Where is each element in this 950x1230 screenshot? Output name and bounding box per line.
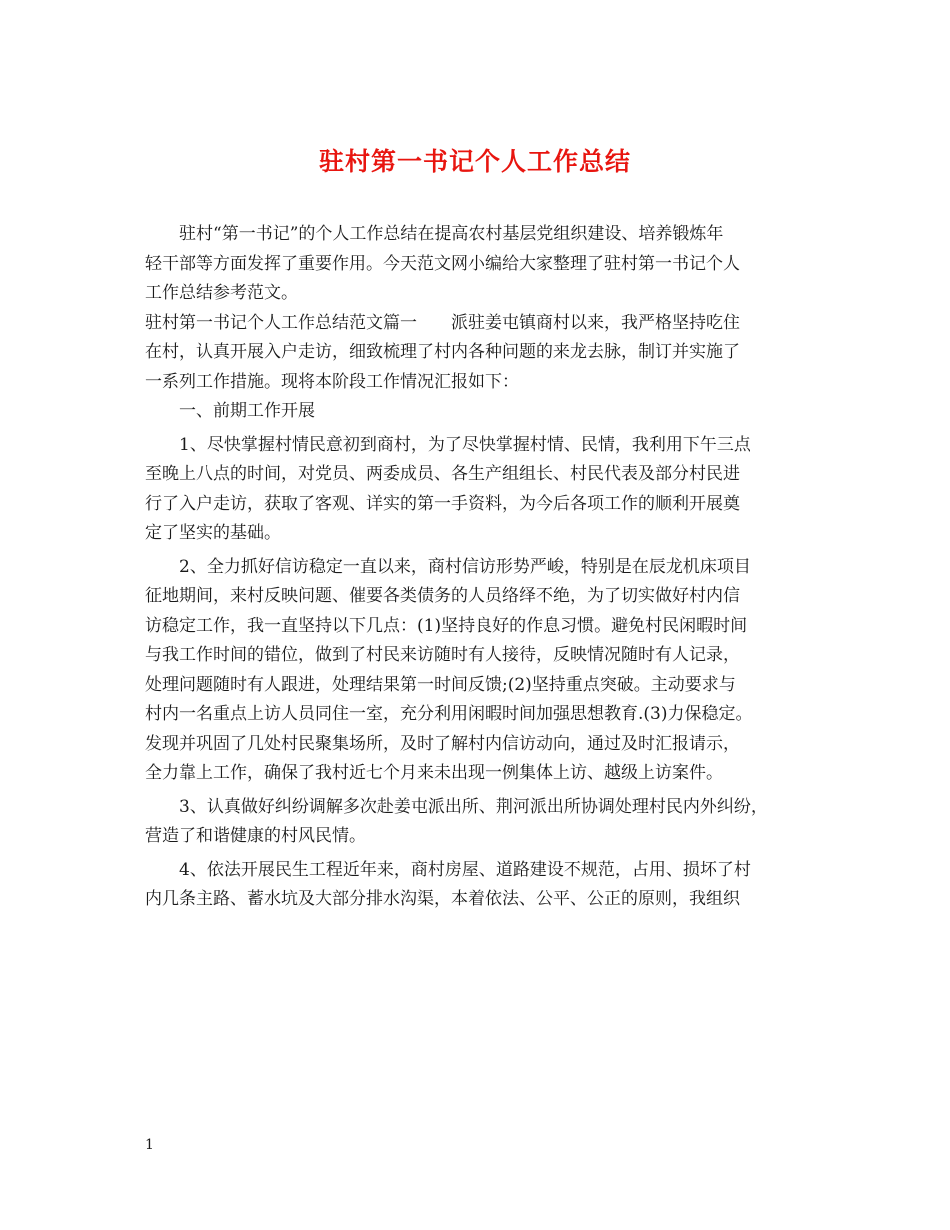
text-line: 行了入户走访，获取了客观、详实的第一手资料，为今后各项工作的顺利开展奠 xyxy=(145,493,740,514)
text-line: 全力靠上工作，确保了我村近七个月来未出现一例集体上访、越级上访案件。 xyxy=(145,763,723,783)
text-line: 与我工作时间的错位，做到了村民来访随时有人接待，反映情况随时有人记录， xyxy=(145,645,740,665)
text-line: 处理问题随时有人跟进，处理结果第一时间反馈;(2)坚持重点突破。主动要求与 xyxy=(145,674,736,695)
page-number: 1 xyxy=(145,1137,154,1153)
text-line: 内几条主路、蓄水坑及大部分排水沟渠，本着依法、公平、公正的原则，我组织 xyxy=(145,889,740,909)
text-line: 至晚上八点的时间，对党员、两委成员、各生产组组长、村民代表及部分村民进 xyxy=(145,464,740,484)
text-line: 1、尽快掌握村情民意初到商村，为了尽快掌握村情、民情，我利用下午三点 xyxy=(179,434,751,455)
text-line: 在村，认真开展入户走访，细致梳理了村内各种问题的来龙去脉，制订并实施了 xyxy=(145,342,740,362)
text-line: 访稳定工作，我一直坚持以下几点：(1)坚持良好的作息习惯。避免村民闲暇时间 xyxy=(145,615,748,636)
text-line: 发现并巩固了几处村民聚集场所，及时了解村内信访动向，通过及时汇报请示， xyxy=(145,733,740,754)
text-line: 2、全力抓好信访稳定一直以来，商村信访形势严峻，特别是在辰龙机床项目 xyxy=(179,556,751,577)
text-line: 征地期间，来村反映问题、催要各类债务的人员络绎不绝，为了切实做好村内信 xyxy=(145,586,740,606)
text-line: 营造了和谐健康的村风民情。 xyxy=(145,826,366,846)
page-title: 驻村第一书记个人工作总结 xyxy=(318,147,631,176)
section-heading: 一、前期工作开展 xyxy=(179,401,315,421)
text-line: 4、依法开展民生工程近年来，商村房屋、道路建设不规范，占用、损坏了村 xyxy=(179,859,751,880)
text-line: 驻村“第一书记”的个人工作总结在提高农村基层党组织建设、培养锻炼年 xyxy=(179,224,724,244)
text-line: 驻村第一书记个人工作总结范文篇一 派驻姜屯镇商村以来，我严格坚持吃住 xyxy=(145,312,740,333)
document-body xyxy=(145,220,810,915)
text-line: 村内一名重点上访人员同住一室，充分利用闲暇时间加强思想教育.(3)力保稳定。 xyxy=(145,704,753,724)
text-line: 轻干部等方面发挥了重要作用。今天范文网小编给大家整理了驻村第一书记个人 xyxy=(145,253,740,274)
text-line: 3、认真做好纠纷调解多次赴姜屯派出所、荆河派出所协调处理村民内外纠纷， xyxy=(179,796,768,817)
text-line: 工作总结参考范文。 xyxy=(145,283,298,303)
text-line: 定了坚实的基础。 xyxy=(145,523,281,543)
text-line: 一系列工作措施。现将本阶段工作情况汇报如下： xyxy=(145,371,519,392)
